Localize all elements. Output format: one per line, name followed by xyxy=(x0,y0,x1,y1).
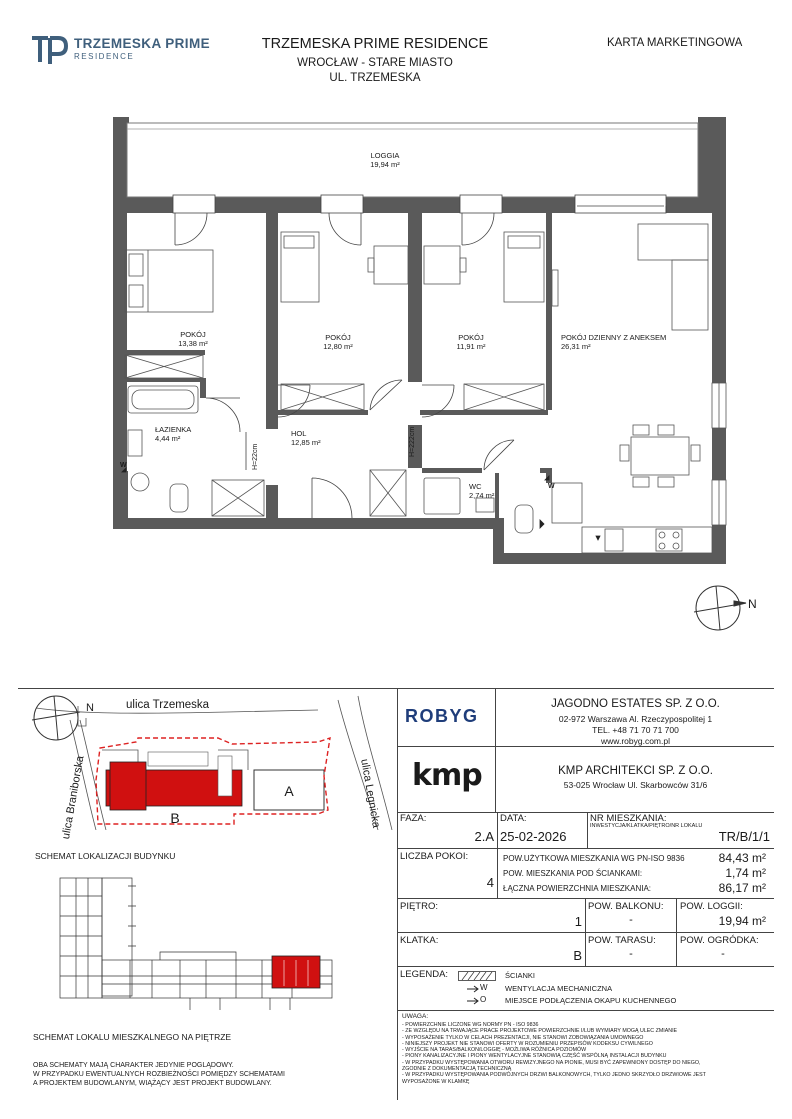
architect-address: 53-025 Wrocław Ul. Skarbowców 31/6 xyxy=(563,780,708,790)
notes-box xyxy=(397,1010,774,1101)
room-pokoj3-name: POKÓJ xyxy=(458,333,484,342)
note-line: - ZE WZGLĘDU NA TRWAJĄCE PRACE PROJEKTOWE POWIERZCHNIE I/LUB WYMIARY MOGĄ ULEC ZMIANIE xyxy=(402,1028,678,1035)
loggia-label: POW. LOGGII: xyxy=(680,901,743,912)
developer-name: JAGODNO ESTATES SP. Z O.O. xyxy=(551,698,720,710)
ventilation-mark-wc: W xyxy=(548,483,555,490)
balkon-label: POW. BALKONU: xyxy=(588,901,664,912)
developer-web: www.robyg.com.pl xyxy=(601,736,670,746)
room-loggia-area: 19,94 m² xyxy=(370,160,400,169)
bed-room1 xyxy=(125,250,213,312)
pietro-label: PIĘTRO: xyxy=(400,901,439,912)
ogrodek-value: - xyxy=(721,948,725,960)
building-b-label: B xyxy=(170,810,180,826)
notes-title: UWAGA: xyxy=(402,1013,429,1020)
threshold-height-1: H=22cm xyxy=(252,443,259,470)
room-pokoj2-area: 12,80 m² xyxy=(323,342,353,351)
room-hol-name: HOL xyxy=(291,429,307,438)
data-value: 25-02-2026 xyxy=(500,829,567,844)
klatka-value: B xyxy=(573,948,582,963)
wall-south-2 xyxy=(493,553,726,564)
note-line: WYPOSAŻONE W KLAMKĘ xyxy=(402,1078,470,1085)
wall-room2-room3 xyxy=(408,197,422,382)
hatch-legend-icon xyxy=(458,971,496,981)
klatka-label: KLATKA: xyxy=(400,935,439,946)
legend-o-mark: O xyxy=(480,995,487,1004)
ventilation-mark-bathroom: W xyxy=(120,462,127,469)
disclaimer-line: W PRZYPADKU EWENTUALNYCH ROZBIEŻNOŚCI POMIĘDZY SCHEMATAMI xyxy=(33,1070,285,1078)
room-loggia-name: LOGGIA xyxy=(370,151,400,160)
architect-name: KMP ARCHITEKCI SP. Z O.O. xyxy=(558,765,713,777)
wall-north xyxy=(113,197,173,213)
compass-small-icon xyxy=(32,696,80,740)
room-wc-name: WC xyxy=(469,482,482,491)
logo-main-text: TRZEMESKA PRIME xyxy=(74,36,211,51)
north-arrow-icon xyxy=(694,586,746,630)
pietro-value: 1 xyxy=(574,914,582,929)
disclaimer-line: OBA SCHEMATY MAJĄ CHARAKTER JEDYNIE POGLĄDOWY. xyxy=(33,1062,234,1069)
room-hol-area: 12,85 m² xyxy=(291,438,321,447)
developer-phone: TEL. +48 71 70 71 700 xyxy=(592,725,679,735)
wall-room3-living xyxy=(546,210,552,410)
legend-w-mark: W xyxy=(480,983,488,992)
room-wc-area: 2,74 m² xyxy=(469,491,495,500)
legend-sciank-text: ŚCIANKI xyxy=(505,971,536,980)
developer-address: 02-972 Warszawa Al. Rzeczypospolitej 1 xyxy=(558,714,713,724)
hood-arrow-icon xyxy=(466,997,480,1005)
loggia-value: 19,94 m² xyxy=(718,914,766,928)
nr-label: NR MIESZKANIA: xyxy=(590,813,667,824)
balkon-value: - xyxy=(629,914,633,926)
room-pokoj2-name: POKÓJ xyxy=(325,333,351,342)
kitchen-counter xyxy=(582,527,712,553)
floor-caption: SCHEMAT LOKALU MIESZKALNEGO NA PIĘTRZE xyxy=(33,1032,232,1042)
ps-label: POW. MIESZKANIA POD ŚCIANKAMI: xyxy=(503,869,643,878)
note-line: - PIONY KANALIZACYJNE I PIONY WENTYLACYJNE STANOWIĄ CZĘŚĆ WSPÓLNĄ INSTALACJI BUDYNKU xyxy=(402,1053,667,1060)
legend-label: LEGENDA: xyxy=(400,969,449,980)
building-a-label: A xyxy=(284,783,294,799)
document-type: KARTA MARKETINGOWA xyxy=(607,37,743,49)
street-label-legnicka: ulica Legnicka xyxy=(358,758,383,829)
note-line: ZGODNIE Z DOKUMENTACJĄ TECHNICZNĄ xyxy=(402,1066,512,1073)
note-line: - W PRZYPADKU WYSTĘPOWANIA PODWÓJNYCH DRZWI BALKONOWYCH, TYLKO JEDNO SKRZYDŁO DRZWIOWE JEST xyxy=(402,1072,706,1079)
street-label-trzemeska: ulica Trzemeska xyxy=(126,699,210,711)
room-dzienny-name: POKÓJ DZIENNY Z ANEKSEM xyxy=(561,333,667,342)
page-subtitle-city: WROCŁAW - STARE MIASTO xyxy=(297,57,453,69)
note-line: - WYPOSAŻENIE TYLKO W CELACH PREZENTACJI, NIE STANOWI ZOBOWIĄZANIA UMOWNEGO xyxy=(402,1034,644,1041)
room-pokoj1-name: POKÓJ xyxy=(180,330,206,339)
threshold-height-2: H=222cm xyxy=(409,426,416,457)
pu-label: POW.UŻYTKOWA MIESZKANIA WG PN-ISO 9836 xyxy=(503,854,685,863)
room-pokoj3-area: 11,91 m² xyxy=(456,342,486,351)
note-line: - NINIEJSZY PROJEKT NIE STANOWI OFERTY W ROZUMIENIU PRZEPISÓW KODEKSU CYWILNEGO xyxy=(402,1040,653,1047)
disclaimer-line: A PROJEKTEM BUDOWLANYM, WIĄŻĄCY JEST PROJEKT BUDOWLANY. xyxy=(33,1079,272,1087)
architect-logo: kmp xyxy=(412,758,482,793)
notes-list xyxy=(402,1022,706,1085)
note-line: - POWIERZCHNIE LICZONE WG NORMY PN - ISO 9836 xyxy=(402,1022,539,1028)
pu-value: 84,43 m² xyxy=(718,851,766,865)
room-pokoj1-area: 13,38 m² xyxy=(178,339,208,348)
pl-value: 86,17 m² xyxy=(718,881,766,895)
compass-north-label: N xyxy=(86,702,94,714)
nr-sublabel: INWESTYCJA/KLATKA/PIĘTRO/NR LOKALU xyxy=(590,823,703,829)
wall-south-1 xyxy=(113,518,499,529)
section-divider xyxy=(18,688,774,689)
legend-o-text: MIEJSCE PODŁĄCZENIA OKAPU KUCHENNEGO xyxy=(505,996,677,1005)
north-label: N xyxy=(748,597,757,611)
developer-logo: ROBYG xyxy=(405,706,479,726)
page-subtitle-street: UL. TRZEMESKA xyxy=(329,72,421,84)
legend-w-text: WENTYLACJA MECHANICZNA xyxy=(505,984,613,993)
ps-value: 1,74 m² xyxy=(725,866,766,880)
pokoi-label: LICZBA POKOI: xyxy=(400,851,469,862)
page-title: TRZEMESKA PRIME RESIDENCE xyxy=(261,36,489,52)
room-lazienka-name: ŁAZIENKA xyxy=(155,425,192,434)
pl-label: ŁĄCZNA POWIERZCHNIA MIESZKANIA: xyxy=(503,884,652,893)
disclaimer xyxy=(33,1062,285,1088)
room-lazienka-area: 4,44 m² xyxy=(155,434,181,443)
note-line: - W PRZYPADKU WYSTĘPOWANIA OTWORU REWIZYJNEGO NA PIONIE, MUSI BYĆ ZAPEWNIONY DOSTĘP DO NIEGO, xyxy=(402,1059,701,1066)
note-line: - WYJŚCIE NA TARAS/BALKON/LOGGIĘ - MOŻLIWA RÓŻNICA POZIOMÓW xyxy=(402,1047,587,1054)
pokoi-value: 4 xyxy=(486,875,494,890)
ventilation-arrow-icon xyxy=(466,985,480,993)
data-label: DATA: xyxy=(500,813,527,824)
wall-room1-room2 xyxy=(266,197,278,429)
location-caption: SCHEMAT LOKALIZACJI BUDYNKU xyxy=(35,851,176,861)
room-dzienny-area: 26,31 m² xyxy=(561,342,591,351)
taras-value: - xyxy=(629,948,633,960)
taras-label: POW. TARASU: xyxy=(588,935,656,946)
floor-scheme xyxy=(40,876,340,1016)
ogrodek-label: POW. OGRÓDKA: xyxy=(680,935,759,946)
wall-east-top xyxy=(698,117,726,197)
logo-sub-text: RESIDENCE xyxy=(74,52,135,61)
faza-label: FAZA: xyxy=(400,813,427,824)
nr-value: TR/B/1/1 xyxy=(718,829,770,844)
street-label-braniborska: ulica Braniborska xyxy=(60,754,87,841)
faza-value: 2.A xyxy=(474,829,494,844)
